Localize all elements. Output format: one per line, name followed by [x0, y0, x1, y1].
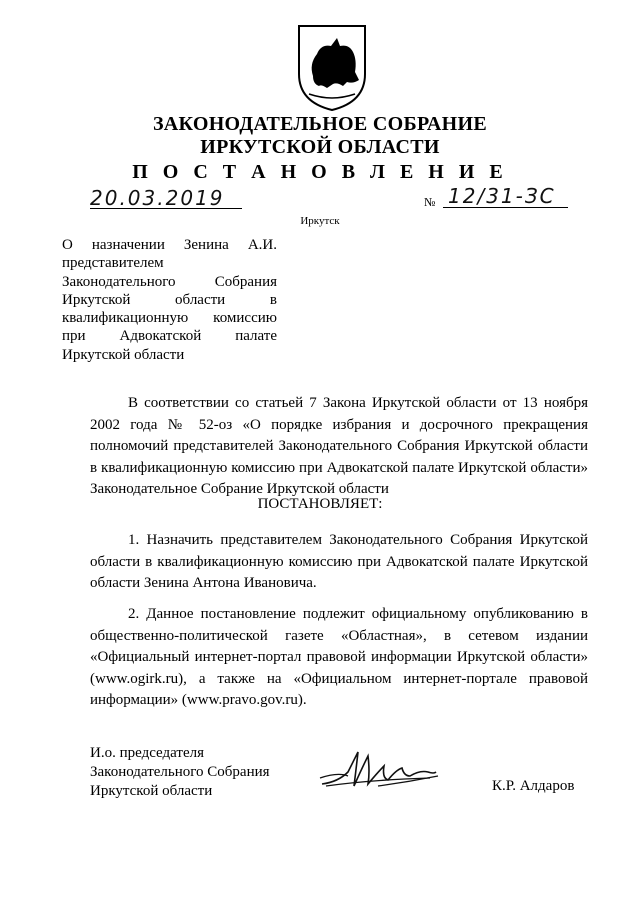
decree-heading: ПОСТАНОВЛЯЕТ: — [257, 496, 383, 512]
decree-item-1: 1. Назначить представителем Законодательного Собрания Иркутской области в квалификационную комиссию при Адвокатской палате Иркутской области Зенина Антона Ивановича. — [90, 532, 588, 591]
city-label: Иркутск — [300, 215, 340, 227]
document-type-title: П О С Т А Н О В Л Е Н И Е — [132, 161, 508, 183]
signatory-title — [90, 744, 270, 801]
number-underline — [443, 207, 568, 208]
irkutsk-coat-of-arms-icon — [297, 24, 367, 112]
signatory-title-line3: Иркутской области — [90, 783, 213, 799]
number-prefix: № — [424, 195, 436, 209]
signatory-name: К.Р. Алдаров — [492, 778, 575, 794]
document-subject: О назначении Зенина А.И. представителем Законодательного Собрания Иркутской области в квалификационную комиссию при Адвокатской палате Иркутской области — [62, 237, 277, 363]
document-date: 20.03.2019 — [90, 186, 225, 210]
document-number: 12/31-ЗС — [448, 184, 556, 208]
intro-paragraph: В соответствии со статьей 7 Закона Иркутской области от 13 ноября 2002 года № 52-оз «О порядке избрания и досрочного прекращения полномочий представителей Законодательного Собрания Иркутской области в квалификационную комиссию при Адвокатской палате Иркутской области» Законодательное Собрание Иркутской области — [90, 395, 588, 497]
decree-item-2: 2. Данное постановление подлежит официальному опубликованию в общественно-политической газете «Областная», в сетевом издании «Официальный интернет-портал правовой информации Иркутской области» (www.ogirk.ru), а также на «Официальном интернет-портале правовой информации» (www.pravo.gov.ru). — [90, 606, 588, 708]
signatory-title-line2: Законодательного Собрания — [90, 764, 270, 780]
organization-title-line2: ИРКУТСКОЙ ОБЛАСТИ — [200, 136, 440, 158]
handwritten-signature — [318, 742, 443, 794]
signatory-title-line1: И.о. председателя — [90, 745, 205, 761]
date-underline — [90, 208, 242, 209]
organization-title-line1: ЗАКОНОДАТЕЛЬНОЕ СОБРАНИЕ — [152, 113, 488, 135]
